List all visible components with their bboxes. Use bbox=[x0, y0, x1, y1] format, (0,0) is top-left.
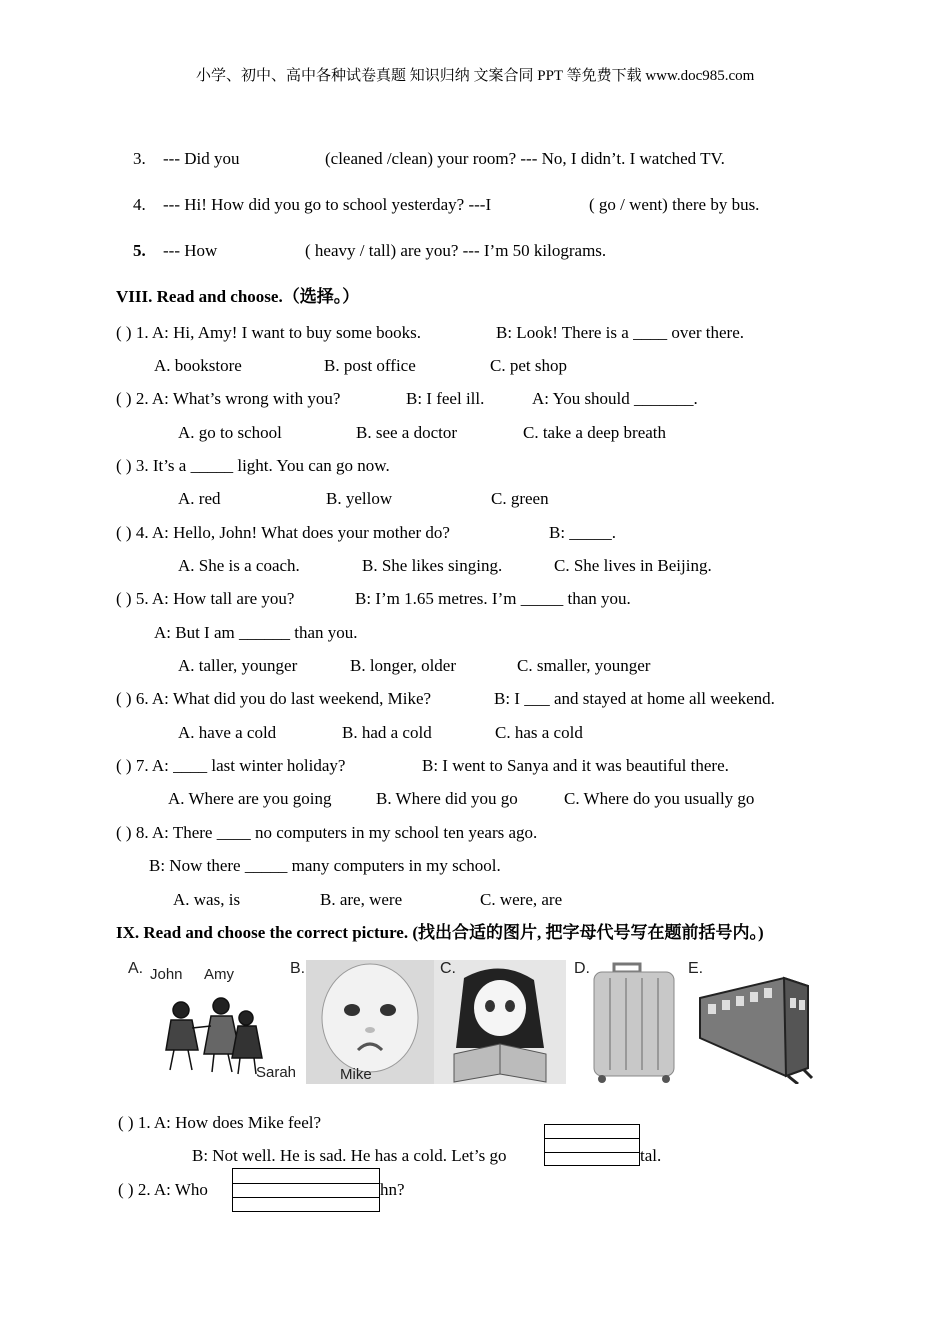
overlay-box-2-line-1 bbox=[233, 1183, 379, 1184]
fill-item-3-text-a: --- Did you bbox=[163, 149, 240, 168]
picture-a-label-amy: Amy bbox=[204, 966, 234, 983]
q8-4-stem-b: B: _____. bbox=[549, 523, 617, 542]
q8-1-option-b: B. post office bbox=[324, 356, 416, 375]
picture-d-letter: D. bbox=[574, 960, 590, 977]
fill-item-4-text-b: ( go / went) there by bus. bbox=[589, 195, 760, 214]
picture-a-children bbox=[126, 958, 302, 1084]
train-icon bbox=[688, 958, 814, 1084]
q8-1-option-c: C. pet shop bbox=[490, 356, 567, 375]
fill-item-3-text-b: (cleaned /clean) your room? --- No, I didn’t. I watched TV. bbox=[325, 149, 725, 168]
picture-c-girl-reading bbox=[434, 958, 570, 1084]
picture-b-baby bbox=[288, 958, 434, 1084]
picture-d-suitcase bbox=[572, 958, 682, 1084]
q8-5-option-b: B. longer, older bbox=[350, 656, 457, 675]
overlay-box-2-line-2 bbox=[233, 1197, 379, 1198]
q8-3-stem: ( ) 3. It’s a _____ light. You can go now. bbox=[116, 456, 390, 475]
fill-item-4-text-a: --- Hi! How did you go to school yesterday? ---I bbox=[163, 195, 492, 214]
picture-a-label-john: John bbox=[150, 966, 183, 983]
picture-e-letter: E. bbox=[688, 960, 704, 977]
q8-8-option-c: C. were, are bbox=[480, 890, 563, 909]
q8-6-option-c: C. has a cold bbox=[495, 723, 583, 742]
q8-2-option-a: A. go to school bbox=[178, 423, 282, 442]
q8-6-stem-b: B: I ___ and stayed at home all weekend. bbox=[494, 689, 775, 708]
q8-4-stem-a: ( ) 4. A: Hello, John! What does your mother do? bbox=[116, 523, 450, 542]
q8-2-stem-a: ( ) 2. A: What’s wrong with you? bbox=[116, 389, 341, 408]
q8-7-stem-b: B: I went to Sanya and it was beautiful there. bbox=[422, 756, 729, 775]
picture-c-letter: C. bbox=[440, 960, 456, 977]
section-9-title: IX. Read and choose the correct picture. (找出合适的图片, 把字母代号写在题前括号内。) bbox=[116, 923, 764, 942]
picture-a-letter: A. bbox=[128, 960, 144, 977]
q8-2-stem-b: B: I feel ill. bbox=[406, 389, 485, 408]
overlay-box-1 bbox=[544, 1124, 640, 1166]
q8-4-option-c: C. She lives in Beijing. bbox=[554, 556, 712, 575]
q9-1-line-b: B: Not well. He is sad. He has a cold. Let’s go bbox=[192, 1146, 507, 1165]
q8-7-option-c: C. Where do you usually go bbox=[564, 789, 755, 808]
suitcase-icon bbox=[572, 958, 682, 1084]
q8-6-option-b: B. had a cold bbox=[342, 723, 432, 742]
q8-2-option-c: C. take a deep breath bbox=[523, 423, 667, 442]
page-header: 小学、初中、高中各种试卷真题 知识归纳 文案合同 PPT 等免费下载 www.doc985.com bbox=[196, 68, 755, 84]
children-drawing-icon bbox=[126, 958, 302, 1084]
q8-5-option-a: A. taller, younger bbox=[178, 656, 298, 675]
q8-7-option-b: B. Where did you go bbox=[376, 789, 518, 808]
q8-8-extra: B: Now there _____ many computers in my school. bbox=[149, 856, 501, 875]
q8-1-option-a: A. bookstore bbox=[154, 356, 242, 375]
q8-3-option-a: A. red bbox=[178, 489, 221, 508]
q8-4-option-b: B. She likes singing. bbox=[362, 556, 503, 575]
q8-7-option-a: A. Where are you going bbox=[168, 789, 332, 808]
section-8-title: VIII. Read and choose.（选择。） bbox=[116, 287, 360, 306]
fill-item-3-number: 3. bbox=[133, 149, 146, 168]
overlay-box-2 bbox=[232, 1168, 380, 1212]
fill-item-4-number: 4. bbox=[133, 195, 146, 214]
q8-3-option-c: C. green bbox=[491, 489, 549, 508]
picture-a-label-sarah: Sarah bbox=[256, 1064, 297, 1081]
fill-item-5-text-b: ( heavy / tall) are you? --- I’m 50 kilograms. bbox=[305, 241, 607, 260]
q8-4-option-a: A. She is a coach. bbox=[178, 556, 300, 575]
overlay-box-1-line-1 bbox=[545, 1138, 639, 1139]
q8-5-stem-b: B: I’m 1.65 metres. I’m _____ than you. bbox=[355, 589, 631, 608]
q8-8-option-a: A. was, is bbox=[173, 890, 241, 909]
q8-1-stem-b: B: Look! There is a ____ over there. bbox=[496, 323, 745, 342]
q8-5-extra: A: But I am ______ than you. bbox=[154, 623, 358, 642]
picture-b-letter: B. bbox=[290, 960, 306, 977]
q8-3-option-b: B. yellow bbox=[326, 489, 393, 508]
overlay-box-1-line-2 bbox=[545, 1152, 639, 1153]
q8-2-stem-c: A: You should _______. bbox=[532, 389, 698, 408]
q8-2-option-b: B. see a doctor bbox=[356, 423, 458, 442]
fill-item-5-text-a: --- How bbox=[163, 241, 218, 260]
q9-2-line-a: ( ) 2. A: Who bbox=[118, 1180, 208, 1199]
q9-1-line-a: ( ) 1. A: How does Mike feel? bbox=[118, 1113, 322, 1132]
q9-1-line-b-end: tal. bbox=[640, 1146, 662, 1165]
q8-5-stem-a: ( ) 5. A: How tall are you? bbox=[116, 589, 295, 608]
q8-7-stem-a: ( ) 7. A: ____ last winter holiday? bbox=[116, 756, 346, 775]
q9-2-line-a-end: hn? bbox=[380, 1180, 405, 1199]
q8-5-option-c: C. smaller, younger bbox=[517, 656, 651, 675]
picture-b-label-mike: Mike bbox=[340, 1066, 372, 1083]
q8-8-stem: ( ) 8. A: There ____ no computers in my school ten years ago. bbox=[116, 823, 538, 842]
fill-item-5-number: 5. bbox=[133, 241, 146, 260]
q8-6-stem-a: ( ) 6. A: What did you do last weekend, Mike? bbox=[116, 689, 432, 708]
picture-e-train bbox=[688, 958, 814, 1084]
q8-1-stem-a: ( ) 1. A: Hi, Amy! I want to buy some books. bbox=[116, 323, 422, 342]
q8-6-option-a: A. have a cold bbox=[178, 723, 277, 742]
q8-8-option-b: B. are, were bbox=[320, 890, 403, 909]
